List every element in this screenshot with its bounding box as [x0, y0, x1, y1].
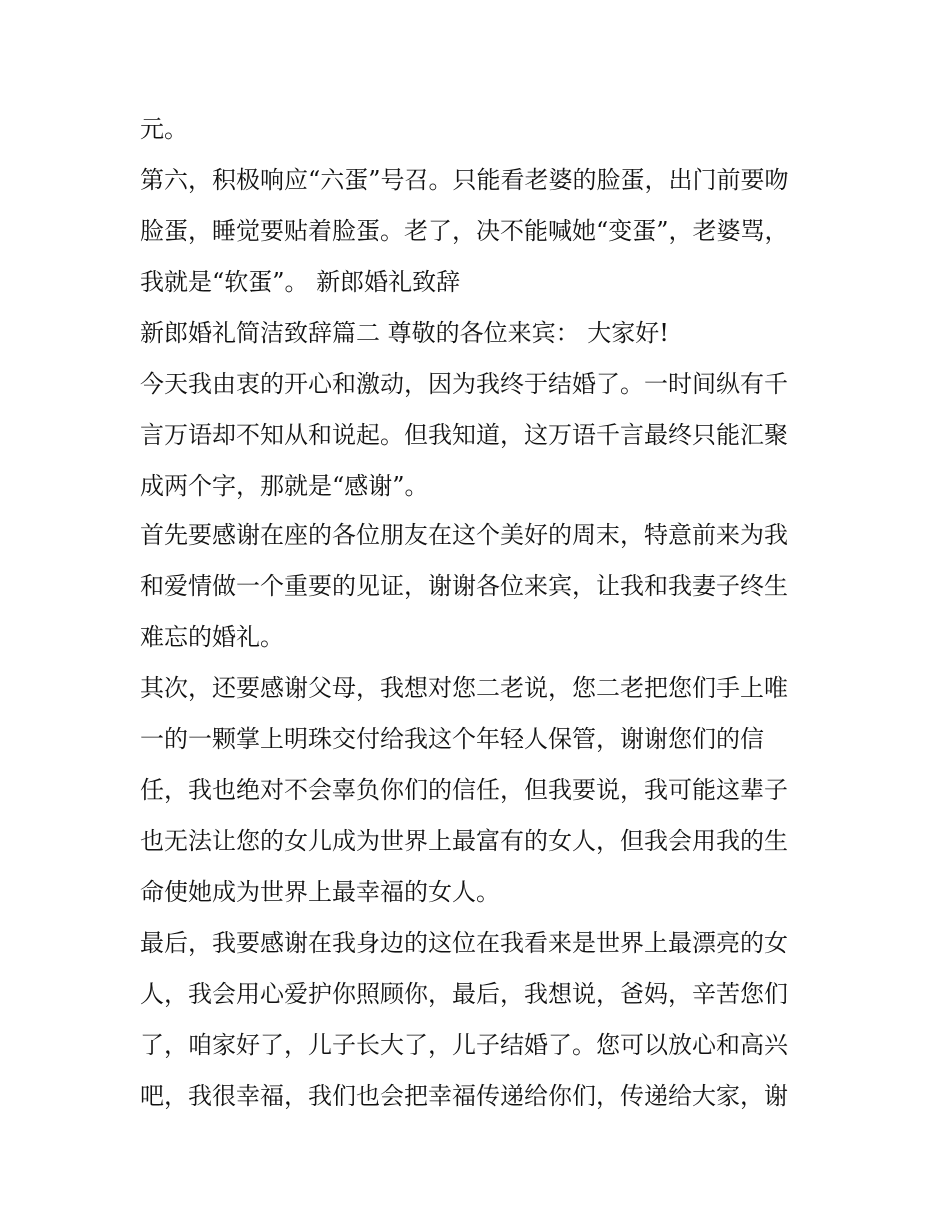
text-line: 元。: [140, 115, 188, 143]
text-line: 言万语却不知从和说起。但我知道，这万语千言最终只能汇聚: [140, 421, 788, 449]
text-line: 任，我也绝对不会辜负你们的信任，但我要说，我可能这辈子: [140, 776, 788, 804]
text-line: 一的一颗掌上明珠交付给我这个年轻人保管，谢谢您们的信: [140, 725, 764, 753]
text-line: 和爱情做一个重要的见证，谢谢各位来宾，让我和我妻子终生: [140, 572, 788, 600]
text-line: 首先要感谢在座的各位朋友在这个美好的周末，特意前来为我: [140, 521, 788, 549]
text-line: 第六，积极响应“六蛋”号召。只能看老婆的脸蛋，出门前要吻: [140, 166, 789, 194]
text-line: 脸蛋，睡觉要贴着脸蛋。老了，决不能喊她“变蛋”，老婆骂，: [140, 217, 789, 245]
text-line: 最后，我要感谢在我身边的这位在我看来是世界上最漂亮的女: [140, 929, 788, 957]
text-line: 成两个字，那就是“感谢”。: [140, 472, 429, 500]
text-line: 了，咱家好了，儿子长大了，儿子结婚了。您可以放心和高兴: [140, 1031, 788, 1059]
text-line: 我就是“软蛋”。 新郎婚礼致辞: [140, 268, 461, 296]
text-line: 吧，我很幸福，我们也会把幸福传递给你们，传递给大家，谢: [140, 1082, 788, 1110]
text-line: 今天我由衷的开心和激动，因为我终于结婚了。一时间纵有千: [140, 370, 788, 398]
text-line: 难忘的婚礼。: [140, 623, 284, 651]
text-line: 也无法让您的女儿成为世界上最富有的女人，但我会用我的生: [140, 827, 788, 855]
text-line: 新郎婚礼简洁致辞篇二 尊敬的各位来宾： 大家好!: [140, 319, 669, 347]
text-line: 人，我会用心爱护你照顾你，最后，我想说，爸妈，辛苦您们: [140, 980, 788, 1008]
text-line: 其次，还要感谢父母，我想对您二老说，您二老把您们手上唯: [140, 674, 788, 702]
text-line: 命使她成为世界上最幸福的女人。: [140, 878, 500, 906]
